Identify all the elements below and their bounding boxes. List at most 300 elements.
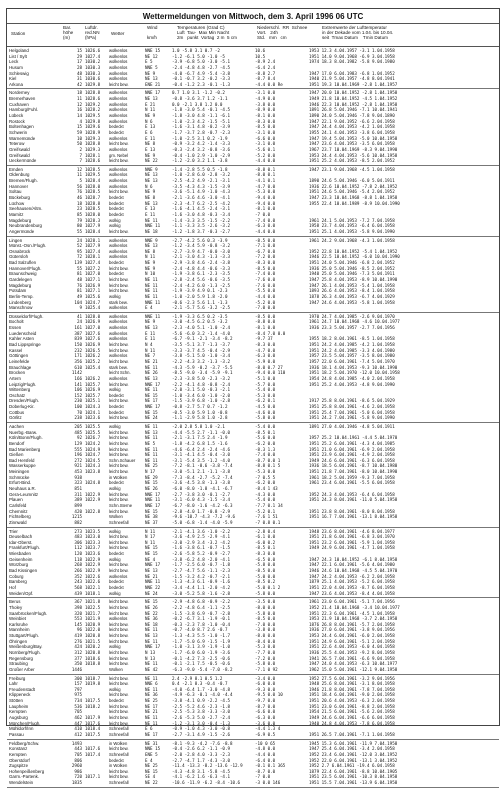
station-temperatures: -4.3 -4.8 3.1 -5.8 -4.5 — [172, 768, 230, 774]
station-extremes: 1917 25.8 8.04.1961 -8.6 5.04.1929 — [309, 398, 395, 404]
station-pressure: 1018.7 — [85, 675, 101, 681]
station-pressure: 1028.5 — [85, 206, 101, 212]
station-wind: NE 11 — [145, 364, 158, 370]
station-extremes: 1879 22.4 6.04.1961 -8.8 10.04.1905 — [309, 768, 398, 774]
station-wind: NNE 11 — [145, 299, 161, 305]
station-temperatures: -2.0 -3.1 5.0 -0.3 -2.1 — [172, 387, 230, 393]
station-name: Hannover — [9, 183, 29, 189]
station-precipitation: -5.8 0.0 — [255, 562, 276, 568]
station-weather: leicht bew. — [109, 435, 129, 441]
station-temperatures: -2.7 -4.7 1.7 -4.3 -3.0 — [172, 757, 230, 763]
station-weather: leicht bew. — [109, 681, 129, 687]
station-extremes: 1952 27.5 6.04.1961 -3.2 9.04.1956 — [309, 675, 395, 681]
station-elevation: 851 — [74, 486, 82, 492]
station-elevation: 96 — [76, 627, 82, 633]
station-wind: NE 12 — [145, 53, 158, 59]
station-weather: leicht bew. — [109, 534, 129, 540]
station-precipitation: -9.7 37 — [255, 336, 273, 342]
station-extremes: 1936 25.5 4.04.1953 -9.2 8.04.1958 — [309, 649, 395, 655]
station-pressure: 1027.6 — [85, 330, 101, 336]
station-precipitation: -5.6 0.1 — [255, 146, 276, 152]
station-name: Görlitz — [9, 415, 22, 421]
station-elevation: 424 — [74, 644, 82, 650]
station-name: Münst.-Osn./Flugh. — [9, 243, 47, 249]
station-elevation: 85 — [76, 211, 82, 217]
station-weather: stark bew. — [109, 299, 128, 305]
station-weather: leicht bew. — [109, 655, 129, 661]
station-temperatures: -1.2 -6.1 5.0 -1.0 -5 — [172, 53, 225, 59]
station-wind: NE 18 — [145, 621, 158, 627]
station-precipitation: -3.4 0.0 — [255, 675, 276, 681]
station-elevation: 1142 — [71, 370, 82, 376]
station-precipitation: -4.6 0.0 — [255, 409, 276, 415]
station-precipitation: -8.4 0.0 — [255, 638, 276, 644]
station-elevation: 453 — [74, 469, 82, 475]
station-extremes: 1951 23.9 6.04.1961 -4.9 2.04.1958 — [309, 452, 395, 458]
station-precipitation: -8.0 0.0 — [255, 633, 276, 639]
station-name: Luedenscheid — [9, 330, 37, 336]
station-wind: N 11 — [145, 347, 156, 353]
station-weather: bedeckt — [109, 129, 124, 135]
station-extremes: 1947 25.4 6.04.1961 -3.4 2.04.1958 — [309, 746, 395, 752]
station-pressure: 1027.0 — [85, 271, 101, 277]
station-elevation: 18 — [76, 200, 82, 206]
station-name: Klippeneck — [9, 692, 31, 698]
station-elevation: 238 — [74, 415, 82, 421]
station-extremes: 1957 23.5 5.04.1957 -3.5 8.04.1980 — [309, 353, 395, 359]
station-precipitation: 10.6 — [255, 48, 266, 53]
station-pressure: 1018.2 — [85, 703, 101, 709]
station-precipitation: -8.4 7.0 0.0 — [255, 330, 286, 336]
station-extremes: 1951 24.2 7.04.1961 -5.8 9.04.1990 — [309, 415, 395, 421]
station-elevation: 536 — [74, 703, 82, 709]
station-weather: wolkenlos — [109, 336, 128, 342]
station-wind: NE 36 — [145, 692, 158, 698]
station-temperatures: -1.5 -3.9 6.8 -1.0 -2.8 — [172, 398, 230, 404]
station-elevation: 81 — [76, 288, 82, 294]
station-extremes: 1951 21.8 7.04.1961 -8.0 10.04.1990 — [309, 469, 398, 475]
station-precipitation: -7.7 0.0 — [255, 649, 276, 655]
station-pressure: 1025.7 — [85, 392, 101, 398]
station-precipitation: -4.4 0.0 — [255, 228, 276, 234]
station-wind: NE 13 — [145, 568, 158, 574]
station-temperatures: -3.0 -5.1 2.1 -1.1 -3.8 — [172, 469, 230, 475]
station-precipitation: -7.4 0.0 — [255, 217, 276, 223]
station-extremes: 1953 24.4 4.04.1953 -5.6 10.04.1958 — [309, 152, 398, 158]
station-pressure: 1029.8 — [85, 81, 101, 87]
station-temperatures: -2.1 -3.1 7.5 2.4 -1.9 — [172, 435, 228, 441]
station-pressure: 1028.0 — [85, 183, 101, 189]
station-temperatures: -2.8 -4.0 1.7 -0.8 -2.9 — [172, 508, 230, 514]
station-weather: wolkig — [109, 686, 121, 692]
station-precipitation: -6.0 0.2 — [255, 539, 276, 545]
station-name: Gera-Leumnitz — [9, 491, 39, 497]
station-temperatures: -2.7 -3.9 4.7 -0.0 -3.0 — [172, 248, 230, 254]
station-weather: bedeckt — [109, 206, 124, 212]
station-elevation: 72 — [76, 254, 82, 260]
station-elevation: 553 — [74, 616, 82, 622]
station-name: Bendorf — [9, 440, 25, 446]
station-temperatures: -0.9 -1.0 4.3 -3.0 -0.8 — [172, 726, 230, 732]
station-name: Freudenstadt — [9, 686, 35, 692]
station-wind: NE 9 — [145, 152, 156, 158]
station-extremes: 1947 24.6 4.04.1953 -5.8 1.04.1958 — [309, 299, 395, 305]
station-name: Regensburg — [9, 655, 33, 661]
station-wind: NNE 17 — [145, 502, 161, 508]
station-wind: E 21 — [145, 101, 156, 107]
station-pressure: 1023.7 — [85, 545, 101, 551]
station-precipitation: -8.9 2.4 — [255, 59, 276, 65]
station-wind: N 11 — [145, 539, 156, 545]
station-elevation: 59 — [76, 129, 82, 135]
station-elevation: 52 — [76, 243, 82, 249]
station-weather: leicht bew. — [109, 381, 129, 387]
station-extremes: 1947 23.6 4.04.1953 -8.4 4.04.1958 — [309, 590, 395, 596]
station-name: Weißenburg/Bay. — [9, 644, 43, 650]
station-wind: NE 9 — [145, 319, 156, 325]
station-weather: wolkig — [109, 387, 121, 393]
station-extremes: 1949 21.8 10.04.1952 -4.5 1.04.1952 — [309, 96, 398, 102]
station-name: Magdeburg — [9, 217, 32, 223]
station-temperatures: -1.2 -3.1 3.0 -0.4 -1.3 — [172, 720, 230, 726]
station-elevation: 55 — [76, 228, 82, 234]
station-name: List / Sylt — [9, 53, 27, 59]
station-extremes: 1951 21.8 6.04.1961 -6.8 3.04.1970 — [309, 534, 395, 540]
station-temperatures: -11.4 -13.3 -8.2 -13.6 -12.9 — [172, 763, 243, 769]
station-weather: wolkenlos — [109, 573, 128, 579]
station-elevation: 882 — [74, 519, 82, 525]
station-extremes: 1949 24.9 6.04.1961 -4.7 1.04.1958 — [309, 545, 395, 551]
station-wind: NE 11 — [145, 446, 158, 452]
station-pressure: 1025.1 — [85, 398, 101, 404]
station-temperatures: -0.1 -0.7 3.2 -0.2 -3.3 — [172, 76, 230, 82]
station-wind: NE 9 — [145, 113, 156, 119]
station-weather: gm. Nebel — [109, 152, 129, 158]
station-extremes: 1893 26.6 4.04.1953 -8.4 1.04.1958 — [309, 288, 395, 294]
station-elevation: 975 — [74, 692, 82, 698]
station-name: München/Flugh. — [9, 720, 41, 726]
station-weather: wolkenlos — [109, 53, 128, 59]
station-name: Bocholt — [9, 319, 24, 325]
station-name: Deuselbach — [9, 534, 33, 540]
station-elevation: 15 — [76, 124, 82, 130]
station-temperatures: -3.9 -6.8 5.0 -3.0 -5.1 — [172, 59, 230, 65]
station-wind: N 13 — [145, 655, 156, 661]
station-elevation: 41 — [76, 313, 82, 319]
station-elevation: 705 — [74, 751, 82, 757]
station-elevation: 11 — [76, 96, 82, 102]
station-elevation: 276 — [74, 638, 82, 644]
station-wind: NE 8 — [145, 248, 156, 254]
station-pressure: 1026.7 — [85, 435, 101, 441]
station-precipitation: -4.4 0.0 — [255, 751, 276, 757]
station-temperatures: -10.6 -11.9 -6.2 -8.4 -10.6 — [172, 780, 241, 786]
station-pressure: 1020.8 — [85, 633, 101, 639]
station-temperatures: -0.3 -2.4 3.2 -0.8 -3.6 — [172, 146, 230, 152]
station-temperatures: -1.1 -3.3 3.5 -2.6 -3.2 — [172, 223, 230, 229]
station-pressure: 1020.2 — [85, 644, 101, 650]
station-name: Bad Lippspringe — [9, 342, 41, 348]
station-precipitation: -8.5 0.1 — [255, 545, 276, 551]
station-precipitation: -8.5 0.0 — [255, 237, 276, 243]
station-weather: leicht bew. — [109, 568, 129, 574]
station-name: Kassel — [9, 347, 23, 353]
station-weather: wolkenlos — [109, 64, 128, 70]
station-elevation: 10 — [76, 135, 82, 141]
station-wind: NE 17 — [145, 398, 158, 404]
station-pressure: 1027.4 — [85, 260, 101, 266]
station-temperatures: -0.7 -4.0 8.7 2.6 -0.7 — [172, 627, 228, 633]
station-wind: NE 11 — [145, 282, 158, 288]
station-temperatures: -3.5 -4.3 4.3 -1.5 -3.9 — [172, 183, 230, 189]
station-name: Kiel — [9, 76, 17, 82]
station-elevation: 7 — [79, 158, 82, 164]
station-wind: NE 26 — [145, 604, 158, 610]
station-wind: N 10 — [145, 271, 156, 277]
station-name: Köln/Bonn/Flugh. — [9, 435, 43, 441]
station-pressure: 1027.1 — [85, 288, 101, 294]
station-pressure: 1022.5 — [85, 604, 101, 610]
station-temperatures: -3.8 -5.1 5.0 -1.0 -3.4 — [172, 353, 230, 359]
station-name: Wiesbaden — [9, 551, 31, 557]
station-wind: NNE 9 — [145, 166, 158, 172]
station-name: Brocken — [9, 370, 26, 376]
station-wind: E 13 — [145, 146, 156, 152]
station-pressure: 1024.9 — [85, 446, 101, 452]
station-precipitation: -10 0 65 — [255, 740, 276, 746]
station-pressure: 1023.5 — [85, 528, 101, 534]
station-wind: NNE 17 — [145, 404, 161, 410]
station-temperatures: -2.8 -2.4 5.6 -0.6 -3.5 — [172, 276, 230, 282]
station-extremes: 1936 18.1 4.04.1953 -9.3 10.04.1990 — [309, 364, 398, 370]
station-elevation: 29 — [76, 53, 82, 59]
station-weather: Schneefall — [109, 780, 129, 786]
station-elevation: 398 — [74, 604, 82, 610]
station-temperatures: -2.2 -4.3 3.2 -1.3 -3.2 — [172, 358, 230, 364]
station-weather: wolkenlos — [109, 183, 128, 189]
station-elevation: 797 — [74, 686, 82, 692]
station-weather: wolkenlos — [109, 313, 128, 319]
station-elevation: 11 — [76, 172, 82, 178]
station-name: Passau — [9, 731, 24, 737]
station-precipitation: -6.6 0.0 — [255, 135, 276, 141]
station-temperatures: -2.3 -4.0 5.1 -1.0 -2.4 — [172, 325, 230, 331]
station-weather: leicht bew. — [109, 539, 129, 545]
station-elevation: 24 — [76, 237, 82, 243]
table-row — [7, 415, 499, 421]
station-name: Bad Salzuflen — [9, 260, 37, 266]
station-elevation: 387 — [74, 330, 82, 336]
station-pressure: 1024.8 — [85, 480, 101, 486]
station-wind: NE 13 — [145, 429, 158, 435]
station-name: Bad Kissingen — [9, 568, 38, 574]
station-name: Leinefelde — [9, 358, 30, 364]
station-elevation: 150 — [74, 342, 82, 348]
station-wind: NE 11 — [145, 686, 158, 692]
station-wind: NE 11 — [145, 435, 158, 441]
station-wind: NNE 15 — [145, 48, 161, 53]
station-weather: wolkenlos — [109, 172, 128, 178]
station-wind: NE 15 — [145, 768, 158, 774]
station-elevation: 300 — [74, 675, 82, 681]
station-elevation: 312 — [74, 649, 82, 655]
station-wind: NE 37 — [145, 519, 158, 525]
station-precipitation: -3 0.0 146 — [255, 780, 281, 786]
station-elevation: 7 — [79, 152, 82, 158]
station-pressure: 1030.3 — [85, 64, 101, 70]
station-weather: leicht bew. — [109, 508, 129, 514]
table-row — [7, 82, 499, 88]
station-weather: leicht bew. — [109, 703, 129, 709]
station-extremes: 1946 22.3 10.04.1952 -2.8 1.04.1958 — [309, 101, 398, 107]
station-extremes: 1954 24.8 4.04.1985 -4.0 2.04.1958 — [309, 375, 395, 381]
station-extremes: 1947 24.0 4.04.1953 -6.3 10.04.1977 — [309, 661, 398, 667]
station-name: Wendelstein — [9, 780, 34, 786]
station-extremes: 1961 23.4 6.04.1961 -5.5 6.04.1958 — [309, 480, 395, 486]
station-precipitation: -8.8 0.1 — [255, 166, 276, 172]
station-elevation: 938 — [74, 474, 82, 480]
station-weather: wolkenlos — [109, 243, 128, 249]
station-extremes: 1936 27.0 6.04.1961 -3.8 9.04.1956 — [309, 627, 395, 633]
table-header — [7, 23, 499, 47]
station-elevation: 16 — [76, 107, 82, 113]
station-precipitation: -4.5 0.0 — [255, 404, 276, 410]
station-precipitation: -8.1 0.0 — [255, 325, 276, 331]
station-temperatures: -2.4 -4.8 4.8 -2.7 -4.5 — [172, 64, 230, 70]
station-temperatures: -1.6 -3.1 4.8 -0.2 -3.9 — [172, 124, 230, 130]
station-weather: leicht bew. — [109, 446, 129, 452]
station-name: Ueckermünde — [9, 158, 37, 164]
station-wind: N 6 — [145, 118, 153, 124]
station-elevation: 266 — [74, 568, 82, 574]
station-wind: NE 11 — [145, 276, 158, 282]
station-weather: bedeckt — [109, 579, 124, 585]
station-precipitation: -9.5 0.0 10 — [255, 692, 283, 698]
station-precipitation: -8.5 0.0 — [255, 568, 276, 574]
station-elevation: 18 — [76, 90, 82, 96]
station-name: Hof — [9, 584, 16, 590]
station-precipitation: -6.2 0.0 — [255, 440, 276, 446]
station-precipitation: -5.0 0.0 — [255, 573, 276, 579]
station-temperatures: -3.6 -5.1 4.9 -1.0 -4.3 — [172, 189, 230, 195]
station-precipitation: -9.4 0.0 110 — [255, 370, 286, 376]
station-pressure: 1024.7 — [85, 452, 101, 458]
station-wind: NE 8 — [145, 195, 156, 201]
station-temperatures: -2.1 -3.0 4.3 -1.3 -3.3 — [172, 254, 230, 260]
station-extremes: 1951 22.0 4.04.1953 -8.7 6.04.1958 — [309, 584, 395, 590]
station-precipitation: -5.8 0.0 — [255, 590, 276, 596]
station-elevation: 485 — [74, 429, 82, 435]
station-extremes: 1946 21.8 8.04.1961 -7.8 7.04.1958 — [309, 686, 395, 692]
station-pressure: 1026.9 — [85, 282, 101, 288]
station-elevation: 76 — [76, 189, 82, 195]
station-precipitation: -5.3 0.0 — [255, 392, 276, 398]
station-temperatures: -3.0 -5.2 5.8 -1.6 -2.8 — [172, 590, 230, 596]
station-temperatures: -1.1 -2.9 5.8 1.0 -2.8 — [172, 415, 228, 421]
station-precipitation: -6.3 0.0 — [255, 223, 276, 229]
station-temperatures: -1.8 -3.0 5.4 -0.1 -4.5 — [172, 107, 230, 113]
station-group — [7, 237, 499, 313]
station-precipitation: -7.1 0.0 — [255, 243, 276, 249]
station-weather: stark bew. — [109, 364, 128, 370]
station-weather: wolkenlos — [109, 616, 128, 622]
station-wind: NE 9 — [145, 260, 156, 266]
station-pressure: 1028.8 — [85, 90, 101, 96]
station-pressure: 1027.9 — [85, 243, 101, 249]
station-precipitation: -7 0.5 5 — [255, 474, 276, 480]
station-temperatures: -9.6 -10.7 -4.3 -7.2 -9.6 — [172, 514, 236, 520]
station-temperatures: -4.4 -5.5 2.7 -1.1 -0.0 — [172, 429, 230, 435]
station-wind: NE 38 — [145, 514, 158, 520]
station-elevation: 205 — [74, 424, 82, 429]
station-name: Potsdam — [9, 288, 27, 294]
station-wind: NE 11 — [145, 457, 158, 463]
station-group — [7, 675, 499, 740]
station-name: Mühldorf/Inn — [9, 726, 34, 732]
station-elevation: 48 — [76, 70, 82, 76]
station-weather: leicht bew. — [109, 347, 129, 353]
station-weather: bedeckt — [109, 404, 124, 410]
station-wind: SE 4 — [145, 774, 156, 780]
station-temperatures: -2.5 -4.2 4.9 -2.1 -3.1 — [172, 178, 230, 184]
station-wind: NE 9 — [145, 189, 156, 195]
station-extremes: 1967 23.7 10.04.1969 -8.3 9.04.1990 — [309, 146, 398, 152]
station-name: Zinnwald — [9, 519, 27, 525]
station-precipitation: -5.0 0.1 2 — [255, 584, 281, 590]
station-elevation: 705 — [74, 709, 82, 715]
station-name: Lüchow — [9, 200, 25, 206]
station-wind: NE 15 — [145, 392, 158, 398]
station-temperatures: -2.4 -4.2 6.0 -1.3 -2.5 — [172, 282, 230, 288]
station-weather: wolkenlos — [109, 353, 128, 359]
station-extremes: 1940 21.9 5.04.1957 -4.8 8.04.1941 — [309, 76, 395, 82]
station-temperatures: -1.3 -4.3 5.5 -1.0 -1.7 — [172, 633, 230, 639]
station-weather: bedeckt — [109, 200, 124, 206]
station-weather: leicht bew. — [109, 276, 129, 282]
station-elevation: 839 — [74, 336, 82, 342]
station-extremes: 1947 24.3 10.04.1952 -6.1 8.04.1958 — [309, 556, 398, 562]
station-temperatures: -0.8 -3.6 3.7 1.2 -1.1 — [172, 96, 228, 102]
station-precipitation: -5.8 0.0 — [255, 661, 276, 667]
station-temperatures: 0.7 1.0 3.1 -1.2 -0.2 — [172, 90, 225, 96]
station-elevation: 1835 — [71, 780, 82, 786]
station-wind: NE 22 — [145, 780, 158, 786]
station-temperatures: -0.1 -4.2 7.3 -2.5 -0.6 — [172, 655, 230, 661]
station-temperatures: 0.4 -2.1 8.3 -0.4 -0.7 — [172, 681, 228, 687]
station-name: Bad Hersfeld — [9, 457, 35, 463]
station-weather: bedeckt — [109, 757, 124, 763]
station-wind: NE 11 — [145, 675, 158, 681]
station-elevation: 92 — [76, 435, 82, 441]
station-precipitation: -6.9 0.5 — [255, 731, 276, 737]
weather-report-page — [6, 8, 500, 786]
station-extremes: 1961 24.7 10.04.1968 -4.6 10.04.1977 — [309, 319, 400, 325]
station-pressure: 1028.7 — [85, 195, 101, 201]
table-row — [7, 229, 499, 235]
station-name: Weiden/Opf. — [9, 590, 34, 596]
station-precipitation: -8.0 0.0 — [255, 604, 276, 610]
station-wind: NE 13 — [145, 243, 158, 249]
station-name: Würzburg — [9, 562, 29, 568]
station-temperatures: -1.6 -3.0 4.8 -0.3 -3.4 — [172, 211, 230, 217]
table-row — [7, 667, 499, 673]
station-elevation: 17 — [76, 59, 82, 65]
station-temperatures: -1.7 -2.5 6.0 -0.7 -1.8 — [172, 562, 230, 568]
station-name: Kempten — [9, 751, 27, 757]
station-elevation: 157 — [74, 681, 82, 687]
station-weather: leicht bew. — [109, 610, 129, 616]
station-pressure: 1027.1 — [85, 276, 101, 282]
